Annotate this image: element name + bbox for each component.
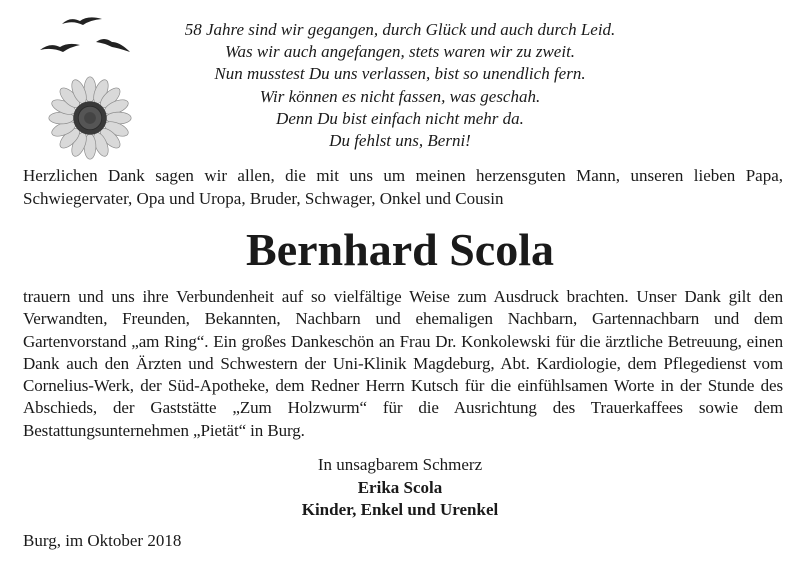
poem-line: Nun musstest Du uns verlassen, bist so unendlich fern. bbox=[214, 64, 586, 84]
poem bbox=[150, 19, 650, 152]
intro-text: Herzlichen Dank sagen wir allen, die mit uns um meinen herzensguten Mann, unseren lieben Papa, Schwiegervater, Opa und Uropa, Bruder, Schwager, Onkel und Cousin bbox=[23, 166, 783, 208]
flying-birds-icon bbox=[38, 12, 148, 62]
poem-line: Denn Du bist einfach nicht mehr da. bbox=[276, 108, 524, 128]
poem-line: Was wir auch angefangen, stets waren wir zu zweit. bbox=[224, 42, 576, 62]
poem-line: Wir können es nicht fassen, was geschah. bbox=[259, 86, 541, 106]
widow-name: Erika Scola bbox=[357, 477, 443, 497]
closing-line: In unsagbarem Schmerz bbox=[317, 455, 483, 474]
poem-line: Du fehlst uns, Berni! bbox=[329, 131, 471, 151]
thanks-text: trauern und uns ihre Verbundenheit auf so vielfältige Weise zum Ausdruck brachten. Unser Dank gilt den Verwandten, Freunden, Bekannten, Nachbarn und ehemaligen Nachbarn, Gartennachbarn und dem Gartenvorstand „am Ring“. Ein großes Dankeschön an Frau Dr. Konkolewski für die ärztliche Betreuung, einen Dank auch den Ärzten und Schwestern der Uni-Klinik Magdeburg, Abt. Kardiologie, dem Pflegedienst vom Cornelius-Werk, der Süd-Apotheke, dem Redner Herrn Kutsch für die einfühlsamen Worte in der Stunde des Abschieds, der Gaststätte „Zum Holzwurm“ für die Ausrichtung des Trauerkaffees sowie dem Bestattungsunternehmen „Pietät“ in Burg. bbox=[23, 287, 783, 440]
family-line: Kinder, Enkel und Urenkel bbox=[301, 500, 499, 519]
sunflower-icon bbox=[48, 76, 132, 160]
place-date: Burg, im Oktober 2018 bbox=[23, 531, 182, 550]
deceased-name: Bernhard Scola bbox=[246, 224, 554, 275]
closing-block bbox=[0, 454, 800, 522]
poem-line: 58 Jahre sind wir gegangen, durch Glück und auch durch Leid. bbox=[184, 20, 616, 39]
